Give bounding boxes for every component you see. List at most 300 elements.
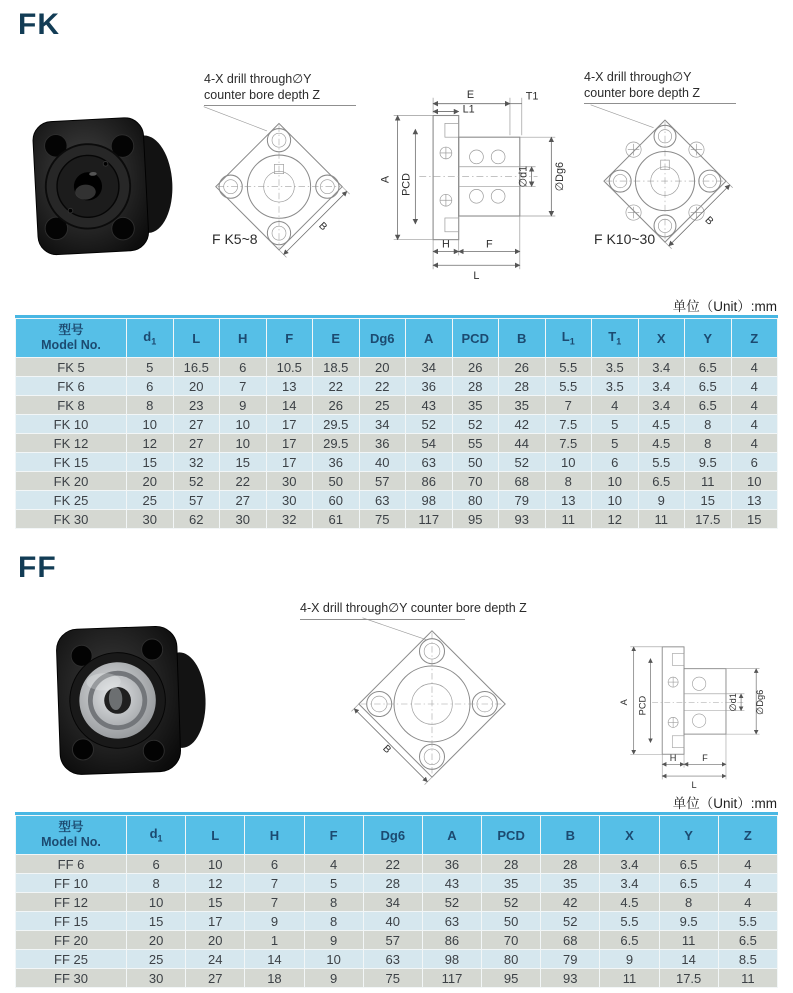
value-cell: 13 <box>267 377 313 395</box>
value-cell: 4 <box>719 893 777 911</box>
value-cell: 6 <box>592 453 638 471</box>
value-cell: 8 <box>305 912 363 930</box>
column-header-x: X <box>600 816 658 854</box>
value-cell: 10 <box>127 893 185 911</box>
value-cell: 11 <box>660 931 718 949</box>
value-cell: 15 <box>127 912 185 930</box>
value-cell: 34 <box>364 893 422 911</box>
value-cell: 14 <box>660 950 718 968</box>
table-row-fk-25 <box>16 491 777 509</box>
value-cell: 12 <box>186 874 244 892</box>
value-cell: 4.5 <box>639 415 685 433</box>
ff-figures <box>0 586 793 792</box>
ff-front-view <box>340 616 524 792</box>
value-cell: 63 <box>364 950 422 968</box>
model-cell: FF 6 <box>16 855 126 873</box>
value-cell: 9 <box>305 931 363 949</box>
fk-section <box>0 8 793 529</box>
value-cell: 28 <box>541 855 599 873</box>
fk-dim-label-pcd: PCD <box>400 173 413 196</box>
value-cell: 28 <box>453 377 499 395</box>
value-cell: 32 <box>174 453 220 471</box>
value-cell: 5.5 <box>719 912 777 930</box>
value-cell: 9 <box>245 912 303 930</box>
value-cell: 7 <box>220 377 266 395</box>
ff-dim-label-pcd: PCD <box>637 695 648 716</box>
value-cell: 9.5 <box>660 912 718 930</box>
value-cell: 62 <box>174 510 220 528</box>
value-cell: 93 <box>499 510 545 528</box>
fk-figures <box>0 43 793 295</box>
value-cell: 17.5 <box>660 969 718 987</box>
value-cell: 55 <box>453 434 499 452</box>
value-cell: 68 <box>499 472 545 490</box>
value-cell: 35 <box>453 396 499 414</box>
value-cell: 98 <box>423 950 481 968</box>
fk-dim-label-a: A <box>379 175 392 184</box>
fk-drill-note-line1: 4-X drill through∅Y <box>204 72 312 86</box>
value-cell: 35 <box>482 874 540 892</box>
value-cell: 11 <box>685 472 731 490</box>
value-cell: 27 <box>174 415 220 433</box>
value-cell: 28 <box>482 855 540 873</box>
value-cell: 5.5 <box>600 912 658 930</box>
value-cell: 8 <box>127 874 185 892</box>
ff-dim-label-h: H <box>669 752 677 763</box>
value-cell: 25 <box>360 396 406 414</box>
fk-section-title: FK <box>18 8 60 41</box>
value-cell: 6.5 <box>600 931 658 949</box>
fk-dim-label-t1: T1 <box>525 90 539 103</box>
value-cell: 4 <box>732 396 778 414</box>
value-cell: 8 <box>660 893 718 911</box>
value-cell: 14 <box>267 396 313 414</box>
value-cell: 50 <box>313 472 359 490</box>
value-cell: 40 <box>364 912 422 930</box>
value-cell: 10 <box>592 491 638 509</box>
value-cell: 8 <box>305 893 363 911</box>
value-cell: 3.4 <box>639 396 685 414</box>
fk-dim-label-e: E <box>466 88 475 101</box>
value-cell: 3.5 <box>592 377 638 395</box>
model-cell: FK 20 <box>16 472 126 490</box>
value-cell: 52 <box>174 472 220 490</box>
value-cell: 52 <box>423 893 481 911</box>
value-cell: 17.5 <box>685 510 731 528</box>
model-cell: FF 30 <box>16 969 126 987</box>
fk-product-photo <box>28 108 178 265</box>
value-cell: 8 <box>127 396 173 414</box>
value-cell: 35 <box>541 874 599 892</box>
value-cell: 32 <box>267 510 313 528</box>
value-cell: 70 <box>453 472 499 490</box>
value-cell: 75 <box>364 969 422 987</box>
value-cell: 9 <box>639 491 685 509</box>
fk-small-range-label: F K5~8 <box>212 231 258 247</box>
model-cell: FK 10 <box>16 415 126 433</box>
fk-dim-label-f: F <box>485 238 493 251</box>
value-cell: 7.5 <box>546 434 592 452</box>
value-cell: 20 <box>186 931 244 949</box>
value-cell: 30 <box>267 491 313 509</box>
value-cell: 4.5 <box>639 434 685 452</box>
value-cell: 30 <box>220 510 266 528</box>
table-row-fk-15 <box>16 453 777 471</box>
value-cell: 117 <box>406 510 452 528</box>
value-cell: 20 <box>127 931 185 949</box>
fk-drill-note-right-line1: 4-X drill through∅Y <box>584 70 692 84</box>
column-header-a: A <box>423 816 481 854</box>
value-cell: 3.4 <box>600 874 658 892</box>
fk-drill-note-line2: counter bore depth Z <box>204 88 321 102</box>
fk-large-dim-label-b: B <box>702 214 716 228</box>
value-cell: 27 <box>186 969 244 987</box>
column-header-e: E <box>313 319 359 357</box>
fk-drill-note-right <box>584 69 700 101</box>
value-cell: 11 <box>719 969 777 987</box>
value-cell: 17 <box>186 912 244 930</box>
value-cell: 30 <box>127 510 173 528</box>
column-header-dg6: Dg6 <box>360 319 406 357</box>
value-cell: 5 <box>305 874 363 892</box>
table-row-fk-20 <box>16 472 777 490</box>
value-cell: 57 <box>364 931 422 949</box>
fk-small-dim-label-b: B <box>316 220 329 234</box>
value-cell: 3.4 <box>639 358 685 376</box>
value-cell: 50 <box>482 912 540 930</box>
value-cell: 30 <box>127 969 185 987</box>
fk-dimension-table <box>15 315 778 529</box>
column-header-t1: $T_1$ <box>592 319 638 357</box>
value-cell: 22 <box>364 855 422 873</box>
value-cell: 8 <box>685 434 731 452</box>
value-cell: 61 <box>313 510 359 528</box>
value-cell: 26 <box>313 396 359 414</box>
model-cell: FF 12 <box>16 893 126 911</box>
value-cell: 75 <box>360 510 406 528</box>
fk-dim-label-d1: ∅d1 <box>517 165 530 188</box>
value-cell: 22 <box>360 377 406 395</box>
value-cell: 63 <box>406 453 452 471</box>
ff-dim-label-a: A <box>618 699 629 706</box>
table-row-fk-30 <box>16 510 777 528</box>
column-header-b: B <box>499 319 545 357</box>
value-cell: 57 <box>174 491 220 509</box>
value-cell: 8 <box>685 415 731 433</box>
fk-large-range-label: F K10~30 <box>594 231 656 247</box>
table-row-fk-5 <box>16 358 777 376</box>
value-cell: 86 <box>423 931 481 949</box>
value-cell: 54 <box>406 434 452 452</box>
column-header-l: L <box>186 816 244 854</box>
value-cell: 15 <box>127 453 173 471</box>
fk-dim-label-h: H <box>441 238 450 251</box>
value-cell: 4 <box>732 358 778 376</box>
value-cell: 25 <box>127 491 173 509</box>
value-cell: 4 <box>732 434 778 452</box>
value-cell: 1 <box>245 931 303 949</box>
fk-drill-note-right-line2: counter bore depth Z <box>584 86 701 100</box>
value-cell: 79 <box>499 491 545 509</box>
column-header-x: X <box>639 319 685 357</box>
value-cell: 52 <box>406 415 452 433</box>
value-cell: 5 <box>592 434 638 452</box>
column-header-l1: $L_1$ <box>546 319 592 357</box>
value-cell: 6.5 <box>660 855 718 873</box>
value-cell: 15 <box>220 453 266 471</box>
value-cell: 24 <box>186 950 244 968</box>
ff-dim-label-d1: ∅d1 <box>728 693 739 712</box>
ff-dim-label-l: L <box>691 779 697 790</box>
table-row-fk-12 <box>16 434 777 452</box>
fk-dim-label-l: L <box>473 270 480 283</box>
column-header-f: F <box>267 319 313 357</box>
value-cell: 36 <box>360 434 406 452</box>
ff-section-title: FF <box>18 551 57 584</box>
model-cell: FK 5 <box>16 358 126 376</box>
value-cell: 6 <box>245 855 303 873</box>
column-header-pcd: PCD <box>453 319 499 357</box>
value-cell: 27 <box>174 434 220 452</box>
value-cell: 12 <box>127 434 173 452</box>
column-header-y: Y <box>660 816 718 854</box>
ff-cross-section <box>604 620 780 792</box>
model-column-header: 型号 Model No. <box>16 319 126 357</box>
fk-cross-section <box>372 79 574 287</box>
value-cell: 3.4 <box>639 377 685 395</box>
table-row-fk-8 <box>16 396 777 414</box>
value-cell: 7.5 <box>546 415 592 433</box>
model-cell: FF 10 <box>16 874 126 892</box>
value-cell: 36 <box>406 377 452 395</box>
value-cell: 6.5 <box>685 358 731 376</box>
value-cell: 60 <box>313 491 359 509</box>
column-header-y: Y <box>685 319 731 357</box>
table-row-ff-20 <box>16 931 777 949</box>
table-row-ff-10 <box>16 874 777 892</box>
value-cell: 9 <box>305 969 363 987</box>
table-row-ff-15 <box>16 912 777 930</box>
value-cell: 20 <box>360 358 406 376</box>
value-cell: 15 <box>186 893 244 911</box>
value-cell: 34 <box>360 415 406 433</box>
value-cell: 93 <box>541 969 599 987</box>
value-cell: 4 <box>592 396 638 414</box>
column-header-h: H <box>220 319 266 357</box>
model-cell: FK 6 <box>16 377 126 395</box>
value-cell: 17 <box>267 415 313 433</box>
fk-dim-label-dg6: ∅Dg6 <box>554 161 567 192</box>
value-cell: 12 <box>592 510 638 528</box>
value-cell: 4 <box>719 874 777 892</box>
value-cell: 43 <box>406 396 452 414</box>
value-cell: 35 <box>499 396 545 414</box>
table-row-ff-12 <box>16 893 777 911</box>
value-cell: 6.5 <box>719 931 777 949</box>
value-cell: 22 <box>313 377 359 395</box>
value-cell: 25 <box>127 950 185 968</box>
value-cell: 6.5 <box>685 377 731 395</box>
value-cell: 9.5 <box>685 453 731 471</box>
value-cell: 117 <box>423 969 481 987</box>
value-cell: 10 <box>592 472 638 490</box>
table-row-ff-25 <box>16 950 777 968</box>
value-cell: 27 <box>220 491 266 509</box>
value-cell: 3.5 <box>592 358 638 376</box>
ff-dimension-table <box>15 812 778 988</box>
value-cell: 28 <box>499 377 545 395</box>
ff-dim-label-dg6: ∅Dg6 <box>754 689 765 715</box>
value-cell: 10 <box>220 434 266 452</box>
model-cell: FK 8 <box>16 396 126 414</box>
value-cell: 5 <box>592 415 638 433</box>
ff-unit-label: 单位（Unit）:mm <box>672 796 777 811</box>
ff-drill-note: 4-X drill through∅Y counter bore depth Z <box>300 601 527 615</box>
value-cell: 57 <box>360 472 406 490</box>
value-cell: 8.5 <box>719 950 777 968</box>
value-cell: 42 <box>499 415 545 433</box>
fk-unit-label: 单位（Unit）:mm <box>672 299 777 314</box>
value-cell: 11 <box>546 510 592 528</box>
column-header-z: Z <box>719 816 777 854</box>
value-cell: 9 <box>220 396 266 414</box>
value-cell: 10.5 <box>267 358 313 376</box>
value-cell: 44 <box>499 434 545 452</box>
value-cell: 4.5 <box>600 893 658 911</box>
value-cell: 98 <box>406 491 452 509</box>
value-cell: 86 <box>406 472 452 490</box>
value-cell: 6 <box>127 377 173 395</box>
value-cell: 9 <box>600 950 658 968</box>
value-cell: 6.5 <box>660 874 718 892</box>
model-cell: FK 30 <box>16 510 126 528</box>
value-cell: 26 <box>453 358 499 376</box>
model-column-header: 型号 Model No. <box>16 816 126 854</box>
ff-dim-label-b: B <box>380 743 393 756</box>
value-cell: 80 <box>482 950 540 968</box>
value-cell: 10 <box>220 415 266 433</box>
ff-section <box>0 551 793 988</box>
model-cell: FF 15 <box>16 912 126 930</box>
value-cell: 7 <box>245 874 303 892</box>
column-header-d1: $d_1$ <box>127 816 185 854</box>
table-header-row <box>16 319 777 357</box>
model-cell: FK 12 <box>16 434 126 452</box>
value-cell: 11 <box>639 510 685 528</box>
value-cell: 10 <box>186 855 244 873</box>
value-cell: 10 <box>127 415 173 433</box>
value-cell: 20 <box>127 472 173 490</box>
model-cell: FF 20 <box>16 931 126 949</box>
value-cell: 52 <box>499 453 545 471</box>
value-cell: 52 <box>482 893 540 911</box>
value-cell: 30 <box>267 472 313 490</box>
value-cell: 17 <box>267 434 313 452</box>
value-cell: 10 <box>305 950 363 968</box>
ff-product-photo <box>46 614 214 786</box>
column-header-h: H <box>245 816 303 854</box>
value-cell: 95 <box>482 969 540 987</box>
value-cell: 95 <box>453 510 499 528</box>
value-cell: 80 <box>453 491 499 509</box>
value-cell: 8 <box>546 472 592 490</box>
value-cell: 26 <box>499 358 545 376</box>
value-cell: 13 <box>546 491 592 509</box>
ff-dim-label-f: F <box>702 752 708 763</box>
value-cell: 5.5 <box>546 358 592 376</box>
column-header-l: L <box>174 319 220 357</box>
value-cell: 34 <box>406 358 452 376</box>
value-cell: 36 <box>423 855 481 873</box>
value-cell: 10 <box>732 472 778 490</box>
value-cell: 5.5 <box>546 377 592 395</box>
value-cell: 5.5 <box>639 453 685 471</box>
value-cell: 10 <box>546 453 592 471</box>
value-cell: 68 <box>541 931 599 949</box>
value-cell: 23 <box>174 396 220 414</box>
value-cell: 36 <box>313 453 359 471</box>
value-cell: 3.4 <box>600 855 658 873</box>
column-header-b: B <box>541 816 599 854</box>
value-cell: 4 <box>305 855 363 873</box>
model-cell: FF 25 <box>16 950 126 968</box>
value-cell: 52 <box>541 912 599 930</box>
value-cell: 15 <box>685 491 731 509</box>
table-header-row <box>16 816 777 854</box>
value-cell: 15 <box>732 510 778 528</box>
column-header-dg6: Dg6 <box>364 816 422 854</box>
value-cell: 13 <box>732 491 778 509</box>
value-cell: 42 <box>541 893 599 911</box>
value-cell: 43 <box>423 874 481 892</box>
value-cell: 22 <box>220 472 266 490</box>
value-cell: 5 <box>127 358 173 376</box>
value-cell: 6 <box>220 358 266 376</box>
column-header-a: A <box>406 319 452 357</box>
value-cell: 40 <box>360 453 406 471</box>
value-cell: 70 <box>482 931 540 949</box>
value-cell: 16.5 <box>174 358 220 376</box>
fk-drill-note <box>204 71 320 103</box>
value-cell: 63 <box>360 491 406 509</box>
value-cell: 18.5 <box>313 358 359 376</box>
model-cell: FK 15 <box>16 453 126 471</box>
value-cell: 6 <box>732 453 778 471</box>
value-cell: 79 <box>541 950 599 968</box>
value-cell: 63 <box>423 912 481 930</box>
value-cell: 17 <box>267 453 313 471</box>
value-cell: 28 <box>364 874 422 892</box>
fk-dim-label-l1: L1 <box>462 103 475 116</box>
model-cell: FK 25 <box>16 491 126 509</box>
table-row-fk-10 <box>16 415 777 433</box>
value-cell: 6.5 <box>639 472 685 490</box>
table-row-fk-6 <box>16 377 777 395</box>
value-cell: 6 <box>127 855 185 873</box>
value-cell: 52 <box>453 415 499 433</box>
column-header-pcd: PCD <box>482 816 540 854</box>
value-cell: 14 <box>245 950 303 968</box>
value-cell: 4 <box>732 377 778 395</box>
value-cell: 50 <box>453 453 499 471</box>
value-cell: 18 <box>245 969 303 987</box>
value-cell: 20 <box>174 377 220 395</box>
column-header-f: F <box>305 816 363 854</box>
fk-front-view-small <box>198 103 360 275</box>
value-cell: 4 <box>732 415 778 433</box>
value-cell: 11 <box>600 969 658 987</box>
value-cell: 6.5 <box>685 396 731 414</box>
